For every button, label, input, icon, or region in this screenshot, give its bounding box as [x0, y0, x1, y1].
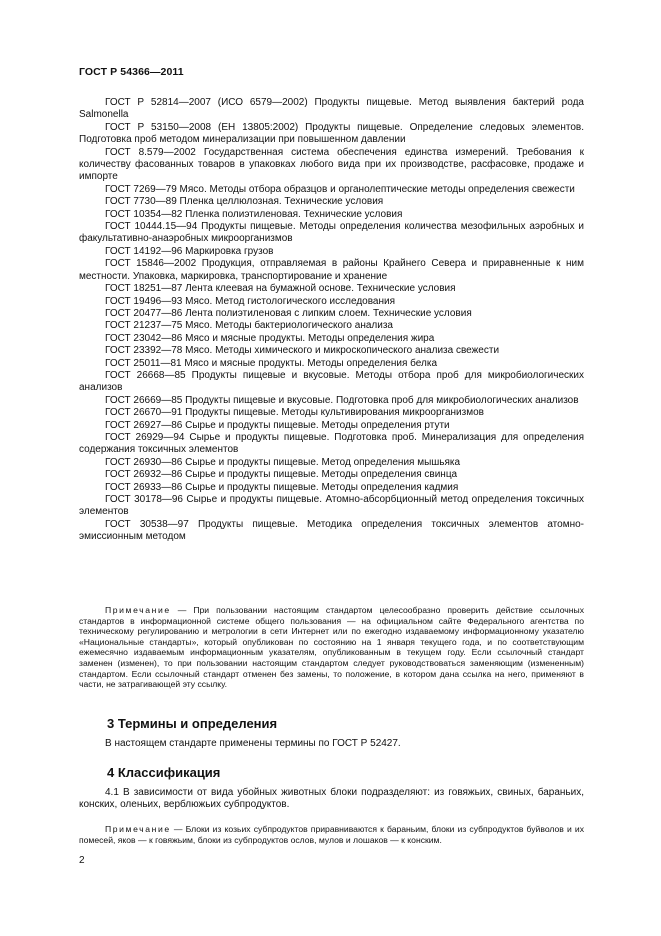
reference-item: ГОСТ 14192—96 Маркировка грузов	[105, 245, 274, 257]
note-text: — При пользовании настоящим стандартом целесообразно проверить действие ссылочных стандартов в информационной системе общего пользования — на официальном сайте Федерального агентства по техническому регулированию и метрологии в сети Интернет или по ежегодно издаваемому информационному указателю «Национальные стандарты», который опубликован по состоянию на 1 января текущего года, и по соответствующим ежемесячно издаваемым информационным указателям, опубликованным в текущем году. Если ссылочный стандарт заменен (изменен), то при пользовании настоящим стандартом следует руководствоваться заменяющим (измененным) стандартом. Если ссылочный стандарт отменен без замены, то положение, в котором дана ссылка на него, применяют в части, не затрагивающей эту ссылку.	[79, 605, 584, 690]
reference-item: ГОСТ 23042—86 Мясо и мясные продукты. Методы определения жира	[105, 332, 435, 344]
reference-item: ГОСТ 10354—82 Пленка полиэтиленовая. Технические условия	[105, 208, 403, 220]
reference-item: ГОСТ 10444.15—94 Продукты пищевые. Методы определения количества мезофильных аэробных и факультативно-анаэробных микроорганизмов	[79, 221, 584, 245]
reference-item: ГОСТ Р 52814—2007 (ИСО 6579—2002) Продукты пищевые. Метод выявления бактерий рода Salmonella	[79, 97, 584, 121]
reference-item: ГОСТ 26669—85 Продукты пищевые и вкусовые. Подготовка проб для микробиологических анализов	[105, 394, 579, 406]
reference-item: ГОСТ 26670—91 Продукты пищевые. Методы культивирования микроорганизмов	[105, 407, 484, 419]
reference-item: ГОСТ 26668—85 Продукты пищевые и вкусовые. Методы отбора проб для микробиологических анализов	[79, 369, 584, 394]
reference-item: ГОСТ 8.579—2002 Государственная система обеспечения единства измерений. Требования к количеству фасованных товаров в упаковках любого вида при их производстве, расфасовке, продаже и импорте	[79, 146, 584, 183]
reference-item: ГОСТ 25011—81 Мясо и мясные продукты. Методы определения белка	[105, 357, 438, 369]
reference-item: ГОСТ 26932—86 Сырье и продукты пищевые. Методы определения свинца	[105, 469, 458, 481]
reference-item: ГОСТ 7269—79 Мясо. Методы отбора образцов и органолептические методы определения свежести	[105, 183, 575, 195]
reference-item: ГОСТ 15846—2002 Продукция, отправляемая в районы Крайнего Севера и приравненные к ним местности. Упаковка, маркировка, транспортирование и хранение	[79, 258, 584, 282]
section-4-title: 4 Классификация	[107, 765, 221, 780]
reference-item: ГОСТ 30538—97 Продукты пищевые. Методика определения токсичных элементов атомно-эмиссионным методом	[79, 518, 584, 543]
note-label: Примечание	[105, 824, 171, 834]
note-label: Примечание	[105, 605, 171, 615]
reference-item: ГОСТ 19496—93 Мясо. Метод гистологического исследования	[105, 295, 396, 307]
reference-item: ГОСТ 26930—86 Сырье и продукты пищевые. Метод определения мышьяка	[105, 456, 461, 468]
note-references	[79, 605, 584, 690]
page-number: 2	[79, 855, 85, 866]
reference-item: ГОСТ 21237—75 Мясо. Методы бактериологического анализа	[105, 320, 393, 332]
reference-item: ГОСТ 7730—89 Пленка целлюлозная. Технические условия	[105, 196, 384, 208]
reference-item: ГОСТ 23392—78 Мясо. Методы химического и микроскопического анализа свежести	[105, 345, 500, 357]
reference-item: ГОСТ 26927—86 Сырье и продукты пищевые. Методы определения ртути	[105, 419, 450, 431]
reference-item: ГОСТ 30178—96 Сырье и продукты пищевые. Атомно-абсорбционный метод определения токсичных элементов	[79, 494, 584, 518]
note-classification	[79, 824, 584, 845]
reference-item: ГОСТ 20477—86 Лента полиэтиленовая с липким слоем. Технические условия	[105, 307, 472, 319]
reference-item: ГОСТ 26929—94 Сырье и продукты пищевые. Подготовка проб. Минерализация для определения содержания токсичных элементов	[79, 431, 584, 456]
note-text: — Блоки из козьих субпродуктов приравниваются к бараньим, блоки из субпродуктов буйволов и их помесей, яков — к говяжьим, блоки из субпродуктов ослов, мулов и лошаков — к конским.	[79, 824, 584, 845]
section-3-title: 3 Термины и определения	[107, 716, 278, 731]
normative-references-list	[79, 97, 584, 544]
section-3-text: В настоящем стандарте применены термины по ГОСТ Р 52427.	[105, 738, 401, 749]
reference-item: ГОСТ 26933—86 Сырье и продукты пищевые. Методы определения кадмия	[105, 481, 459, 493]
reference-item: ГОСТ Р 53150—2008 (ЕН 13805:2002) Продукты пищевые. Определение следовых элементов. Подготовка проб методом минерализации при повышенном давлении	[79, 121, 584, 146]
document-header: ГОСТ Р 54366—2011	[79, 66, 184, 78]
section-4-text: 4.1 В зависимости от вида убойных животных блоки подразделяют: из говяжьих, свиных, бараньих, конских, оленьих, верблюжьих субпродуктов.	[79, 787, 584, 811]
reference-item: ГОСТ 18251—87 Лента клеевая на бумажной основе. Технические условия	[105, 283, 456, 295]
